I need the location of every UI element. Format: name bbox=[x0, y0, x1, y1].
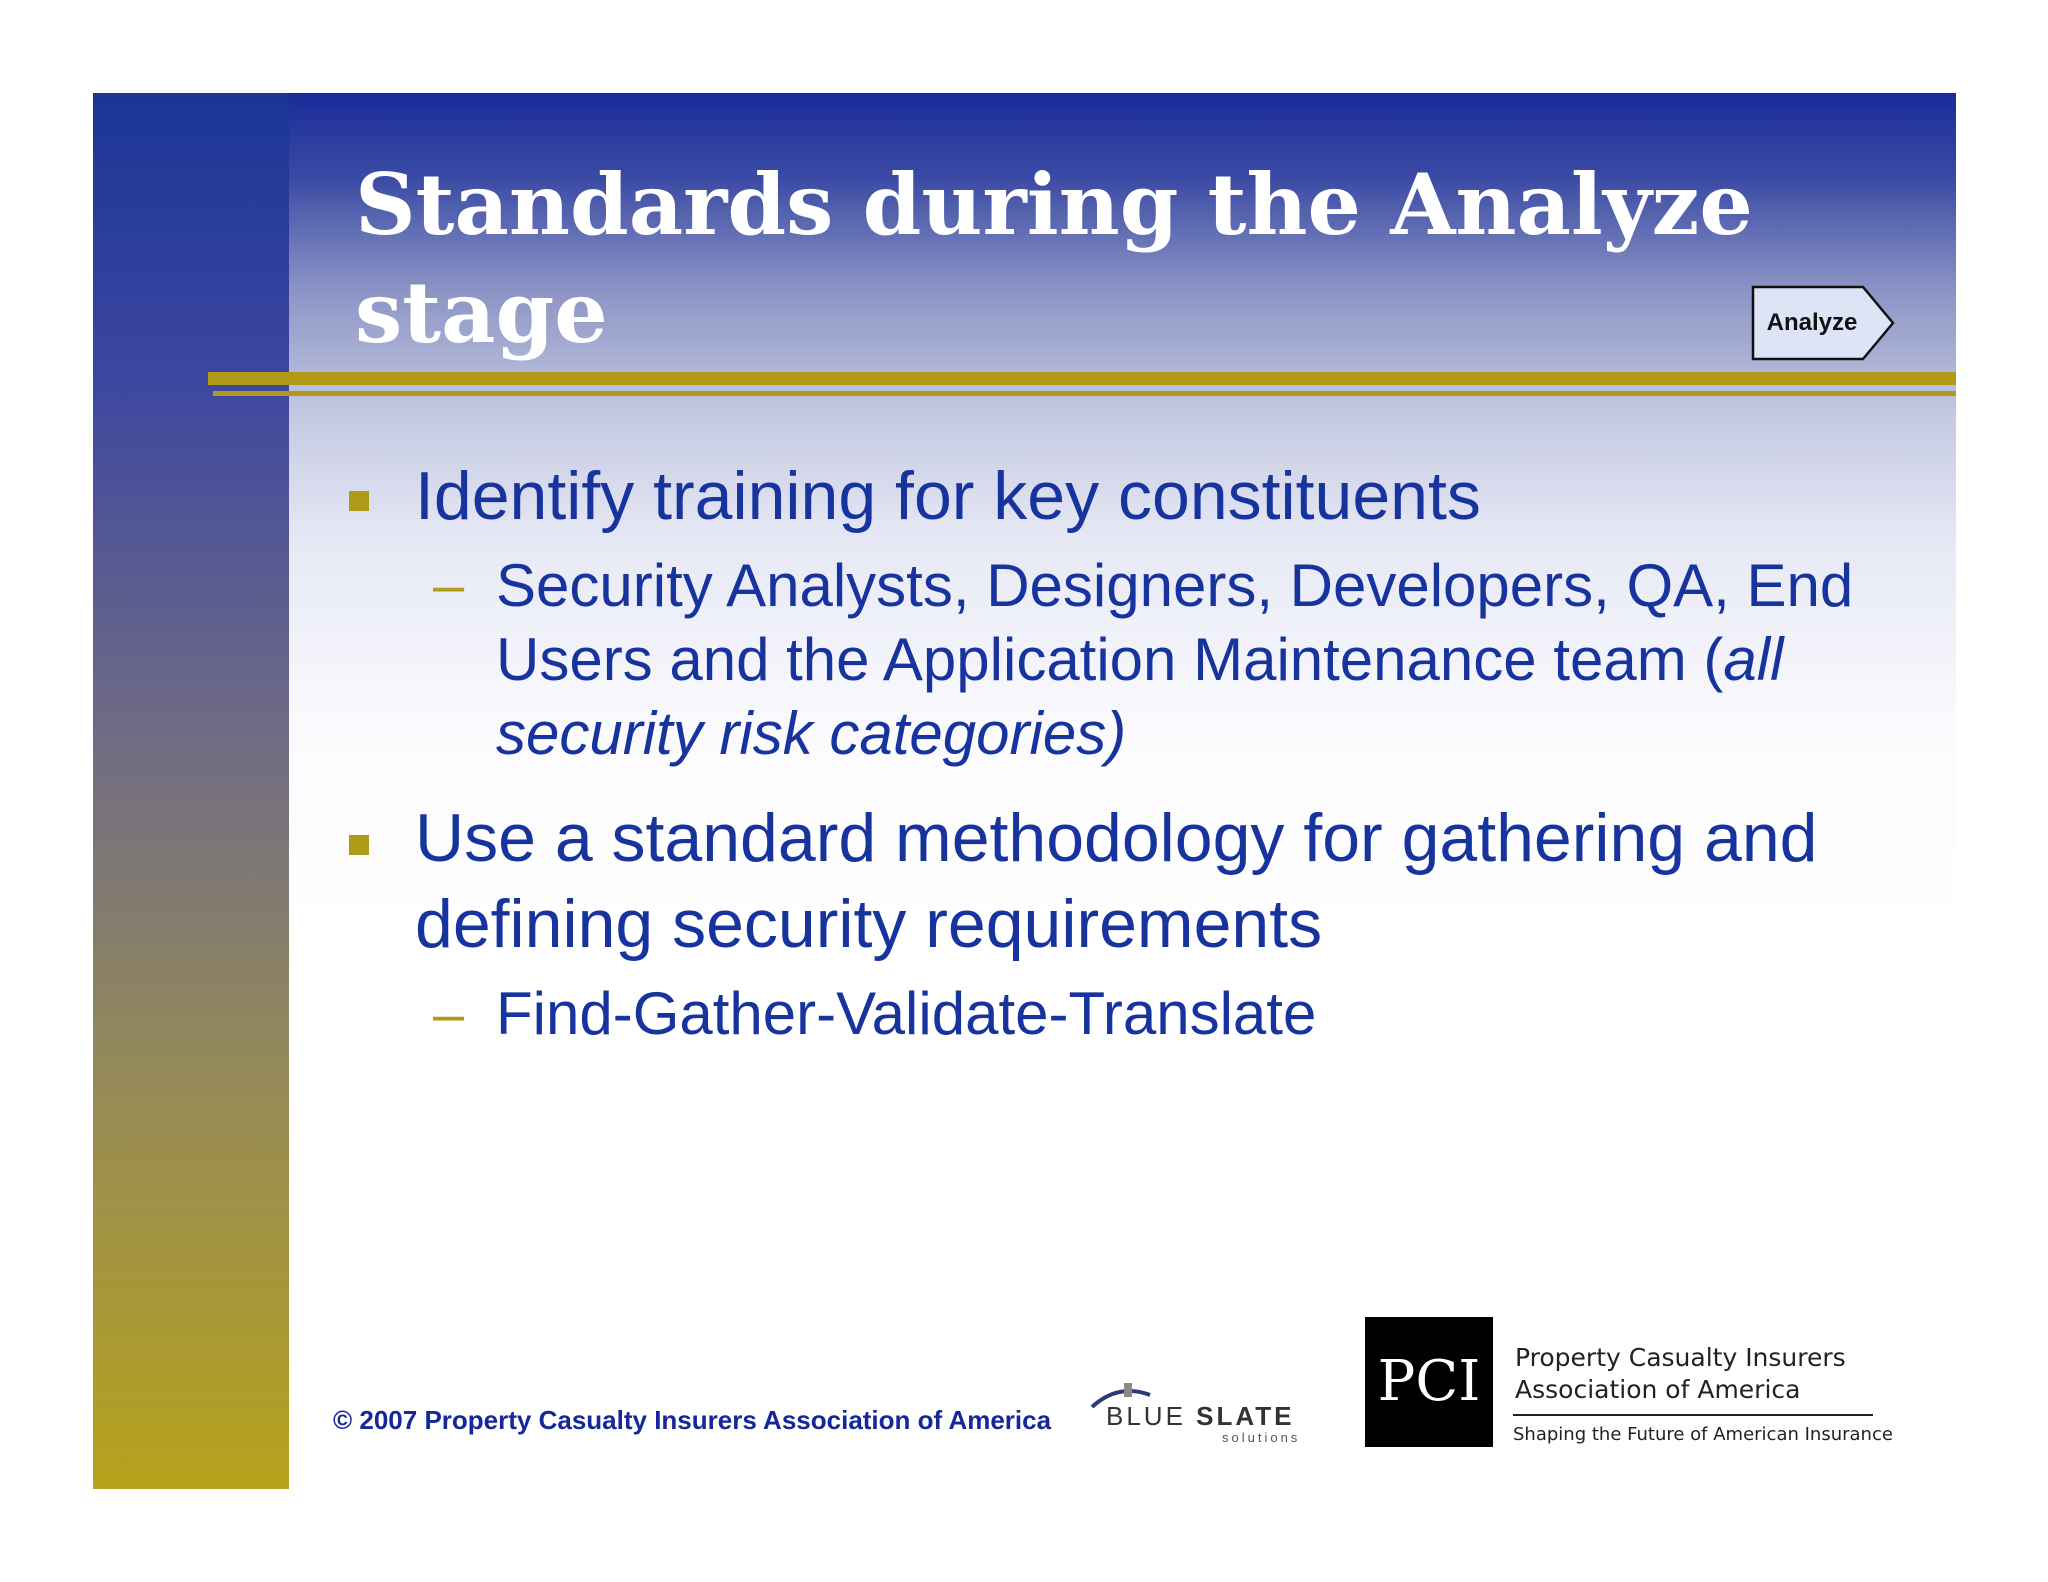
left-gradient-bar bbox=[93, 93, 289, 1489]
slide bbox=[93, 93, 1956, 1489]
blue-slate-name bbox=[1106, 1401, 1294, 1432]
pci-name-line-2: Association of America bbox=[1515, 1375, 1801, 1404]
bullet-2-sub-1-text: Find-Gather-Validate-Translate bbox=[496, 980, 1317, 1047]
copyright-text: © 2007 Property Casualty Insurers Association of America bbox=[333, 1405, 1052, 1435]
bullet-square-icon bbox=[349, 835, 369, 855]
sub-bullet-dash-icon: – bbox=[433, 982, 465, 1045]
pci-logo bbox=[1365, 1317, 1493, 1447]
pci-name-line-1: Property Casualty Insurers bbox=[1515, 1343, 1846, 1372]
sub-bullet-dash-icon: – bbox=[433, 553, 465, 616]
stage-tag-label: Analyze bbox=[1766, 309, 1858, 336]
bullet-square-icon bbox=[349, 491, 369, 511]
pci-tagline: Shaping the Future of American Insurance bbox=[1513, 1424, 1893, 1445]
blue-slate-name-bold: SLATE bbox=[1196, 1401, 1295, 1431]
divider-gold-thin bbox=[213, 391, 1956, 396]
slide-title: Standards during the Analyze stage bbox=[355, 155, 1753, 362]
bullet-1-sub-1-plain: Security Analysts, Designers, Developers, QA, End Users and the Application Maintenance team ( bbox=[496, 552, 1854, 693]
pci-logo-mark: PCI bbox=[1377, 1349, 1481, 1414]
bullet-1-text: Identify training for key constituents bbox=[415, 458, 1481, 534]
pci-divider bbox=[1513, 1414, 1873, 1416]
blue-slate-logo bbox=[1088, 1381, 1328, 1445]
divider-gold-thick bbox=[208, 372, 1956, 385]
bullet-2-text: Use a standard methodology for gathering and defining security requirements bbox=[415, 800, 1818, 962]
bullet-1-sub-1-text bbox=[496, 549, 1936, 771]
blue-slate-name-light: BLUE bbox=[1106, 1401, 1197, 1431]
bullet-1-sub-1-italic: all security risk categories) bbox=[496, 626, 1784, 767]
stage-tag bbox=[1751, 285, 1897, 361]
blue-slate-subtitle: solutions bbox=[1222, 1430, 1301, 1445]
